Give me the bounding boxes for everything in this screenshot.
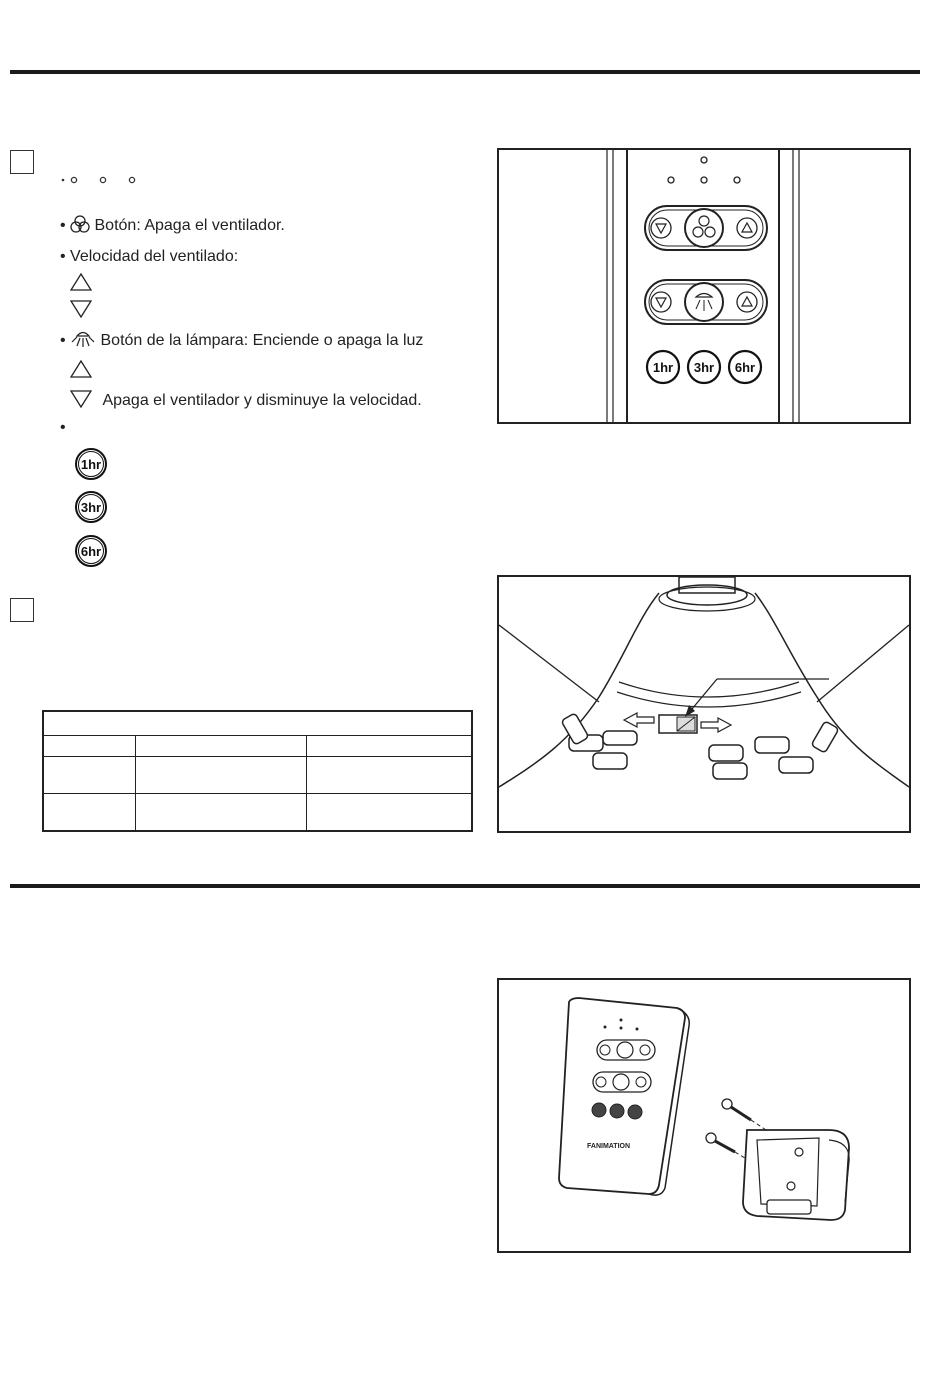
table-header (44, 712, 471, 736)
timer-1hr-label: 1hr (80, 457, 102, 472)
bullet: • (60, 217, 71, 234)
motor-housing-illustration (499, 577, 909, 831)
holder-brand-text: FANIMATION (587, 1143, 631, 1150)
led-indicator-icon (60, 172, 150, 186)
lamp-down-text: Apaga el ventilador y disminuye la velocidad. (102, 392, 422, 409)
remote-closeup-illustration (499, 150, 909, 422)
lamp-button-line (60, 329, 423, 351)
timer-1hr-icon (74, 447, 108, 481)
table-col-header (307, 735, 471, 757)
triangle-up-icon (70, 272, 92, 292)
fan-speed-line (60, 247, 238, 267)
timer-3hr-icon (74, 490, 108, 524)
fan-speed-up-line (70, 272, 92, 292)
bullet: • (60, 332, 71, 349)
fan-speed-down-line (70, 299, 92, 319)
screw-icon (722, 1099, 751, 1120)
table-cell (307, 794, 471, 830)
dip-switch-table (42, 710, 473, 832)
triangle-down-icon (70, 389, 92, 409)
fan-button-line (60, 214, 285, 236)
fan-icon (70, 214, 90, 234)
remote-holder-figure (497, 978, 911, 1253)
lamp-down-line (70, 389, 422, 411)
motor-housing-figure (497, 575, 911, 833)
timer-6hr-icon (74, 534, 108, 568)
remote-closeup-figure (497, 148, 911, 424)
screw-icon (706, 1133, 735, 1152)
table-cell (136, 794, 307, 830)
triangle-down-icon (70, 299, 92, 319)
triangle-up-icon (70, 359, 92, 379)
table-cell (44, 794, 136, 830)
table-cell (307, 757, 471, 794)
top-rule (10, 70, 920, 74)
middle-rule (10, 884, 920, 888)
table-col-header (44, 735, 136, 757)
closeup-timer-3hr: 3hr (693, 360, 715, 375)
table-cell (44, 757, 136, 794)
lamp-button-text: Botón de la lámpara: Enciende o apaga la luz (100, 332, 424, 349)
closeup-timer-6hr: 6hr (734, 360, 756, 375)
lamp-up-line (70, 359, 92, 379)
closeup-timer-1hr: 1hr (652, 360, 674, 375)
timer-3hr-label: 3hr (80, 500, 102, 515)
indicator-led-line (60, 172, 150, 186)
step-marker-1 (10, 150, 34, 174)
lamp-icon (70, 329, 96, 349)
timer-6hr-label: 6hr (80, 544, 102, 559)
fan-speed-text: • Velocidad del ventilado: (60, 248, 239, 265)
step-marker-2 (10, 598, 34, 622)
timer-bullet: • (60, 419, 66, 436)
table-cell (136, 757, 307, 794)
remote-holder-illustration (499, 980, 909, 1251)
fan-button-text: Botón: Apaga el ventilador. (94, 217, 285, 234)
table-col-header (136, 735, 307, 757)
